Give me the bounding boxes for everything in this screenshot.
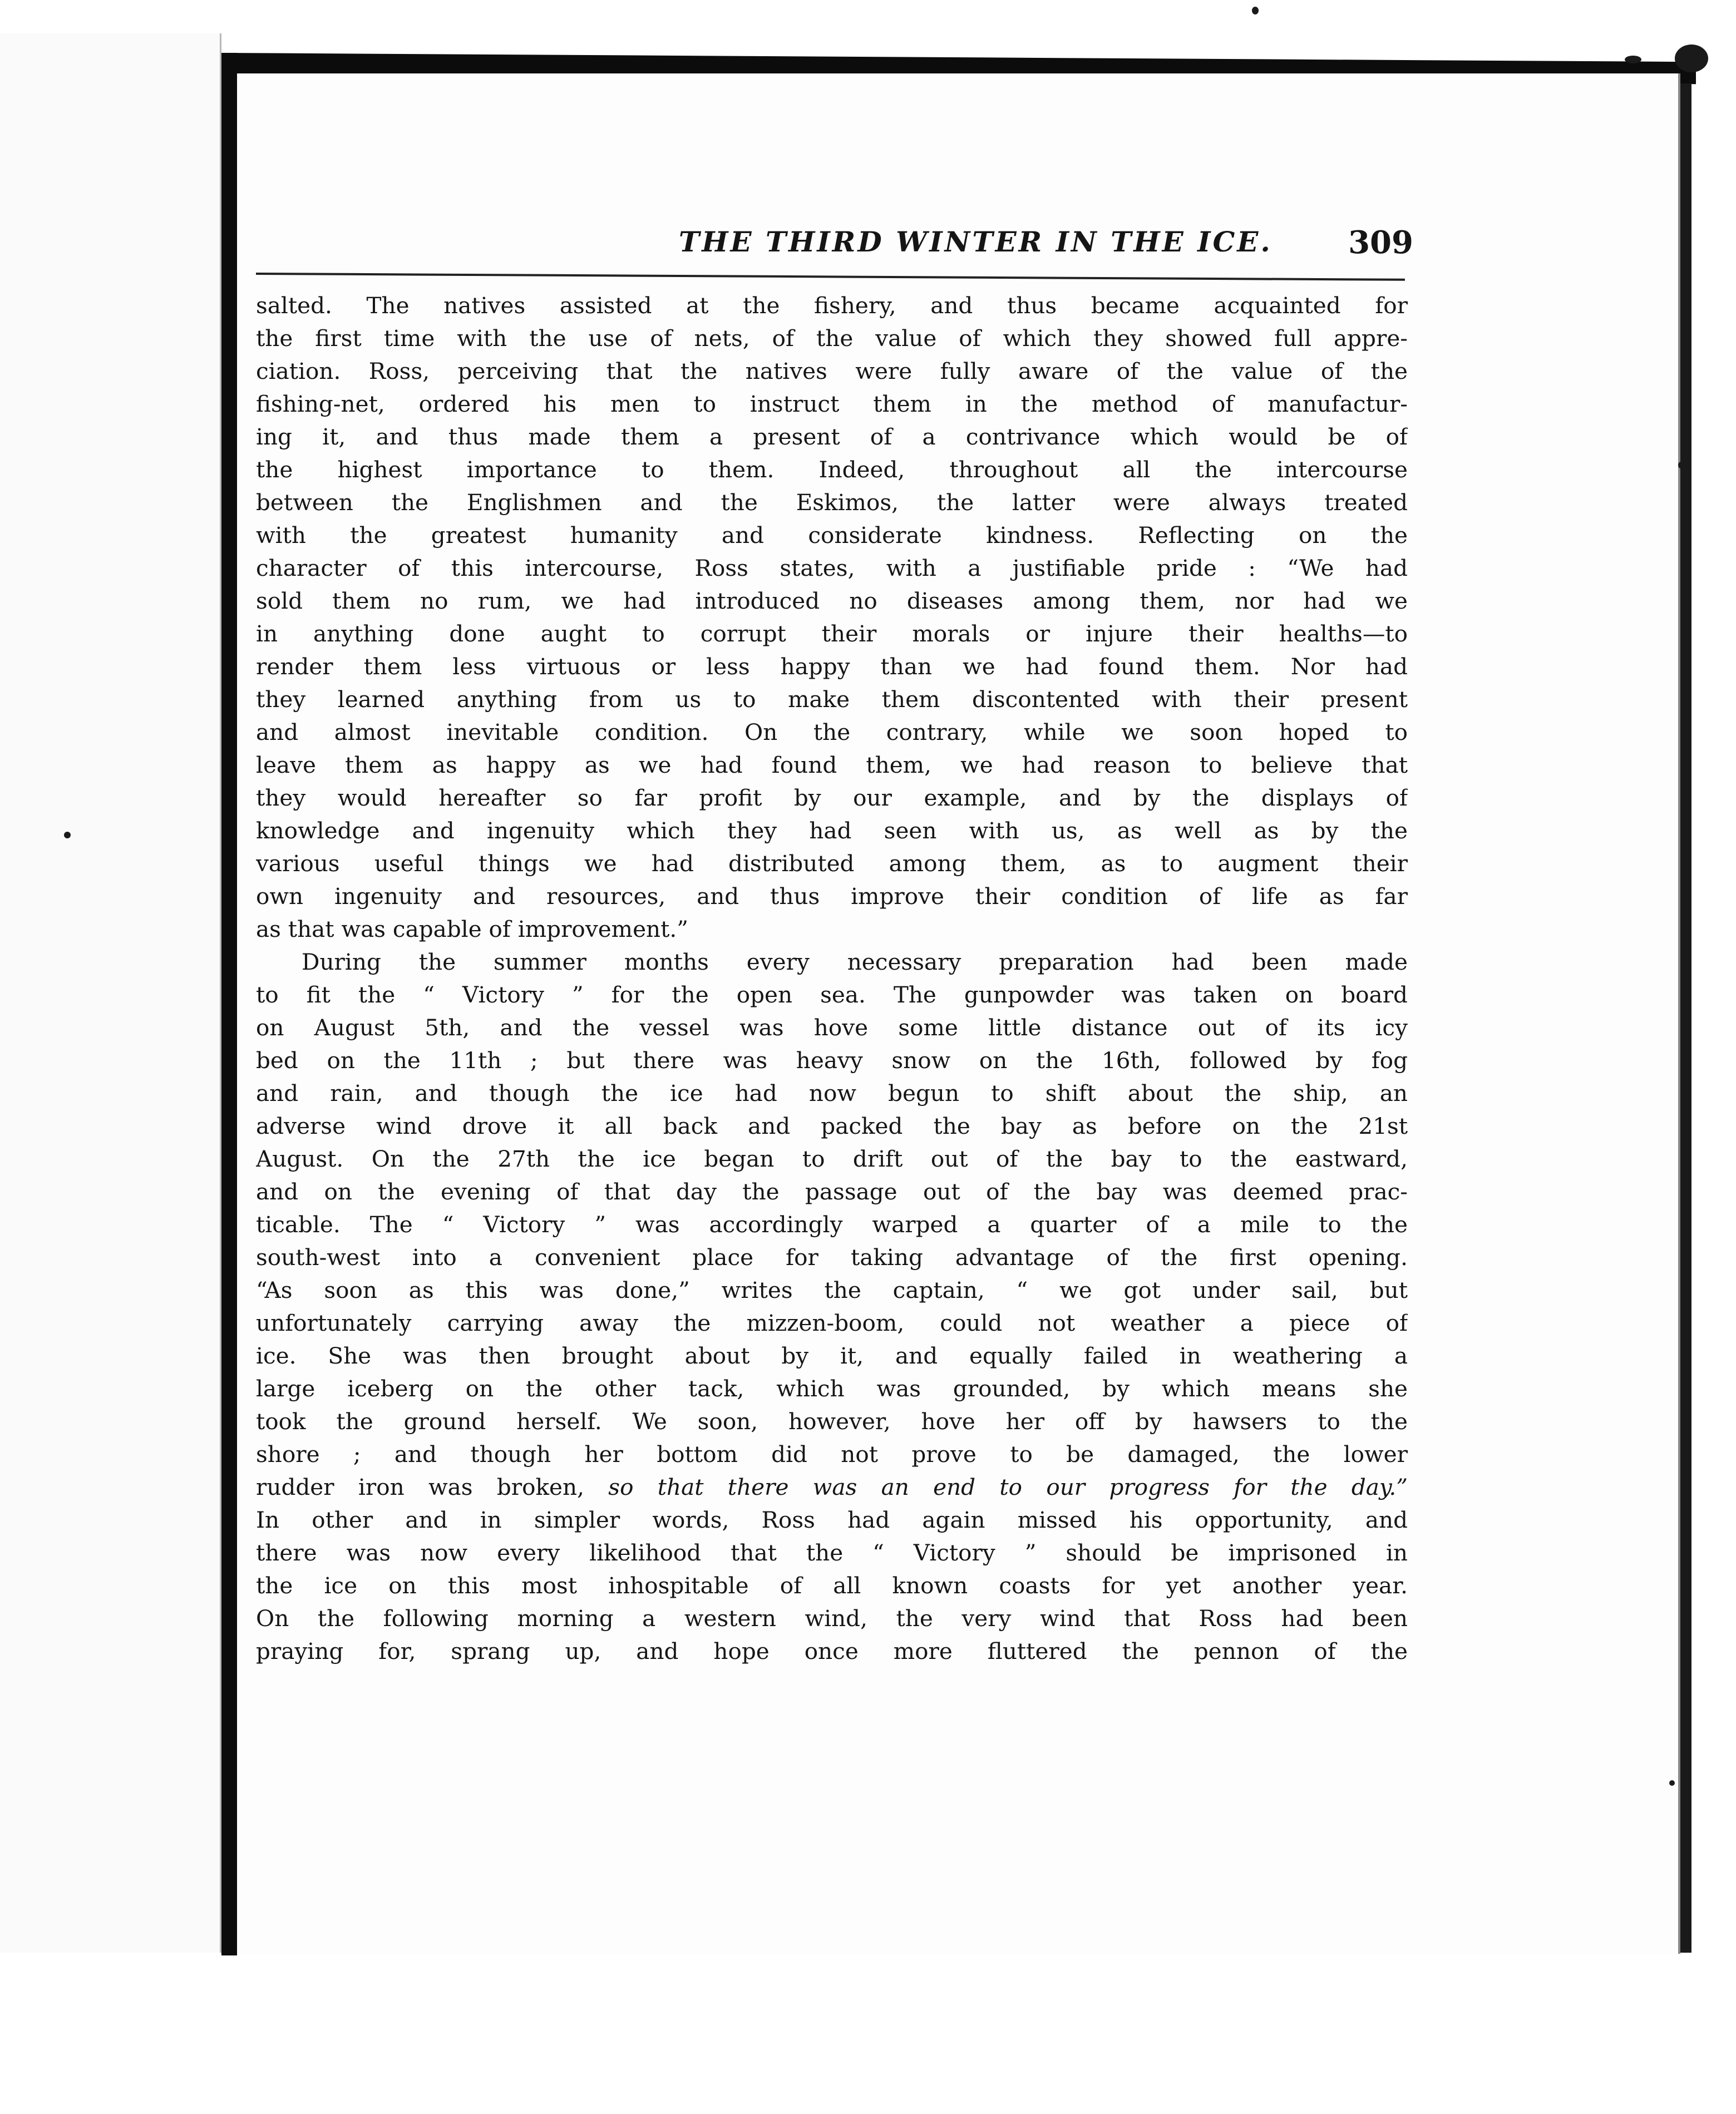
text-line: between the Englishmen and the Eskimos, the latter were always treated <box>256 489 1408 516</box>
text-line: south-west into a convenient place for taking advantage of the first opening. <box>256 1244 1408 1271</box>
book-gutter <box>221 53 237 1955</box>
text-line: On the following morning a western wind, the very wind that Ross had been <box>256 1605 1408 1632</box>
text-line: the first time with the use of nets, of the value of which they showed full appre- <box>256 325 1408 352</box>
paragraph-end-line: as that was capable of improvement.” <box>256 916 688 942</box>
roman-text: rudder iron was broken, <box>256 1474 609 1500</box>
text-line: character of this intercourse, Ross states, with a justifiable pride : “We had <box>256 555 1408 581</box>
text-line: own ingenuity and resources, and thus improve their condition of life as far <box>256 883 1408 910</box>
text-line: the ice on this most inhospitable of all known coasts for yet another year. <box>256 1572 1408 1599</box>
text-line: fishing-net, ordered his men to instruct them in the method of manufactur- <box>256 391 1408 417</box>
text-line: ice. She was then brought about by it, and equally failed in weathering a <box>256 1342 1408 1369</box>
text-line: large iceberg on the other tack, which was grounded, by which means she <box>256 1375 1408 1402</box>
text-line: In other and in simpler words, Ross had again missed his opportunity, and <box>256 1507 1408 1533</box>
text-line: shore ; and though her bottom did not prove to be damaged, the lower <box>256 1441 1408 1468</box>
facing-page-edge <box>0 33 221 1953</box>
text-line: and rain, and though the ice had now begun to shift about the ship, an <box>256 1080 1408 1107</box>
scan-speck <box>1678 462 1684 468</box>
italic-text: so that there was an end to our progress for the day.” <box>608 1474 1408 1500</box>
text-line: ticable. The “ Victory ” was accordingly warped a quarter of a mile to the <box>256 1211 1408 1238</box>
text-line: leave them as happy as we had found them, we had reason to believe that <box>256 752 1408 778</box>
text-line: and almost inevitable condition. On the contrary, while we soon hoped to <box>256 719 1408 745</box>
scan-speck <box>1669 1780 1675 1786</box>
text-line: in anything done aught to corrupt their morals or injure their healths—to <box>256 620 1408 647</box>
text-line: ing it, and thus made them a present of a contrivance which would be of <box>256 423 1408 450</box>
text-line: render them less virtuous or less happy than we had found them. Nor had <box>256 653 1408 680</box>
scan-speck <box>1675 45 1708 72</box>
running-head-title: THE THIRD WINTER IN THE ICE. <box>679 225 1273 258</box>
text-line: on August 5th, and the vessel was hove some little distance out of its icy <box>256 1014 1408 1041</box>
scan-speck <box>1625 56 1641 63</box>
text-line: the highest importance to them. Indeed, throughout all the intercourse <box>256 456 1408 483</box>
text-line: “As soon as this was done,” writes the captain, “ we got under sail, but <box>256 1277 1408 1303</box>
text-line: knowledge and ingenuity which they had seen with us, as well as by the <box>256 817 1408 844</box>
text-line: unfortunately carrying away the mizzen-boom, could not weather a piece of <box>256 1310 1408 1336</box>
text-line: with the greatest humanity and considerate kindness. Reflecting on the <box>256 522 1408 549</box>
text-line: August. On the 27th the ice began to drift out of the bay to the eastward, <box>256 1145 1408 1172</box>
running-head <box>223 214 1413 264</box>
text-line: praying for, sprang up, and hope once more fluttered the pennon of the <box>256 1638 1408 1664</box>
text-line: salted. The natives assisted at the fishery, and thus became acquainted for <box>256 292 1408 319</box>
text-line: various useful things we had distributed among them, as to augment their <box>256 850 1408 877</box>
text-line: they would hereafter so far profit by our example, and by the displays of <box>256 784 1408 811</box>
text-line: adverse wind drove it all back and packed the bay as before on the 21st <box>256 1113 1408 1139</box>
text-line: sold them no rum, we had introduced no diseases among them, nor had we <box>256 587 1408 614</box>
mixed-style-line <box>256 1471 1408 1504</box>
text-line: they learned anything from us to make them discontented with their present <box>256 686 1408 713</box>
text-line: bed on the 11th ; but there was heavy snow on the 16th, followed by fog <box>256 1047 1408 1074</box>
text-line: and on the evening of that day the passage out of the bay was deemed prac- <box>256 1178 1408 1205</box>
body-text <box>256 289 1408 1668</box>
text-line: there was now every likelihood that the “ Victory ” should be imprisoned in <box>256 1539 1408 1566</box>
paragraph-first-line: During the summer months every necessary preparation had been made <box>302 949 1408 975</box>
text-line: ciation. Ross, perceiving that the natives were fully aware of the value of the <box>256 358 1408 384</box>
text-line: to fit the “ Victory ” for the open sea. The gunpowder was taken on board <box>256 981 1408 1008</box>
scan-speck <box>64 832 71 838</box>
scan-speck <box>1252 7 1259 14</box>
page-number: 309 <box>1348 224 1413 261</box>
text-line: took the ground herself. We soon, however, hove her off by hawsers to the <box>256 1408 1408 1435</box>
